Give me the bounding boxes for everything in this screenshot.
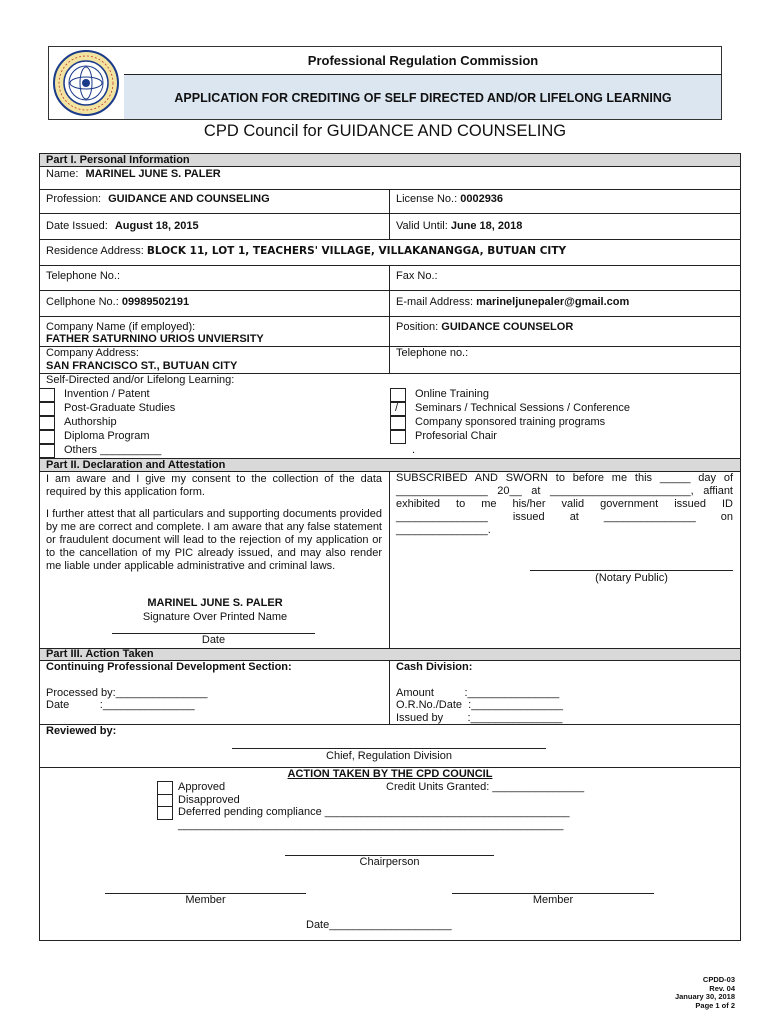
member1-caption: Member	[185, 894, 226, 906]
cellphone-label: Cellphone No.:	[46, 296, 119, 308]
checkbox-invention[interactable]	[39, 388, 55, 402]
commission-title: Professional Regulation Commission	[307, 53, 539, 68]
profession-value[interactable]: GUIDANCE AND COUNSELING	[108, 193, 270, 205]
option-postgrad: Post-Graduate Studies	[64, 402, 176, 414]
residence-label: Residence Address:	[46, 245, 144, 257]
part3-title: Part III. Action Taken	[46, 648, 154, 660]
valid-until-label: Valid Until:	[396, 220, 448, 232]
license-value[interactable]: 0002936	[460, 193, 504, 205]
checkbox-others[interactable]	[39, 444, 55, 458]
company-label: Company Name (if employed):	[46, 321, 196, 333]
reviewed-by-label: Reviewed by:	[46, 725, 117, 737]
residence-value[interactable]: BLOCK 11, LOT 1, TEACHERS' VILLAGE, VILLAKANANGGA, BUTUAN CITY	[146, 245, 567, 257]
company-address-value[interactable]: SAN FRANCISCO ST., BUTUAN CITY	[46, 360, 238, 372]
email-row	[396, 296, 629, 308]
cpd-section-label: Continuing Professional Development Section:	[46, 661, 292, 673]
application-title: APPLICATION FOR CREDITING OF SELF DIRECTED AND/OR LIFELONG LEARNING	[174, 91, 672, 105]
cash-division-label: Cash Division:	[396, 661, 473, 673]
checkbox-diploma[interactable]	[39, 430, 55, 444]
date-caption: Date	[201, 634, 226, 646]
option-invention: Invention / Patent	[64, 388, 150, 400]
chairperson-caption: Chairperson	[359, 856, 420, 868]
residence-row	[40, 245, 566, 257]
consent-paragraph: I am aware and I give my consent to the collection of the data required by this application form.	[46, 473, 382, 498]
checkbox-professorial[interactable]	[390, 430, 406, 444]
seminars-check-mark: /	[395, 402, 399, 414]
processed-by-field[interactable]: Processed by:_______________	[46, 687, 208, 699]
processed-date-field[interactable]: Date :_______________	[46, 699, 195, 711]
checkbox-company-training[interactable]	[390, 416, 406, 430]
name-label: Name:	[46, 168, 79, 180]
date-issued-label: Date Issued:	[46, 220, 108, 232]
prc-seal	[52, 49, 120, 117]
footer-block	[600, 976, 735, 1010]
email-value[interactable]: marineljunepaler@gmail.com	[476, 296, 630, 308]
cellphone-row	[40, 296, 189, 308]
position-row	[396, 321, 573, 333]
profession-row	[40, 193, 270, 205]
notary-caption: (Notary Public)	[595, 572, 668, 584]
cellphone-value[interactable]: 09989502191	[121, 296, 190, 308]
orno-field[interactable]: O.R.No./Date :_______________	[396, 699, 563, 711]
part2-title: Part II. Declaration and Attestation	[46, 459, 226, 471]
option-others: Others __________	[64, 444, 162, 456]
part1-title: Part I. Personal Information	[46, 154, 190, 166]
credit-units-field[interactable]: Credit Units Granted: _______________	[386, 781, 585, 793]
name-value[interactable]: MARINEL JUNE S. PALER	[85, 168, 221, 180]
checkbox-approved[interactable]	[157, 781, 173, 795]
date-issued-value[interactable]: August 18, 2015	[114, 220, 199, 232]
valid-until-value[interactable]: June 18, 2018	[450, 220, 523, 232]
issued-by-field[interactable]: Issued by :_______________	[396, 712, 563, 724]
company-address-label: Company Address:	[46, 347, 139, 359]
member2-caption: Member	[532, 894, 574, 906]
company-value[interactable]: FATHER SATURNINO URIOS UNVIERSITY	[46, 333, 264, 345]
stray-dot: .	[412, 444, 416, 456]
checkbox-online[interactable]	[390, 388, 406, 402]
council-title: CPD Council for GUIDANCE AND COUNSELING	[203, 122, 567, 140]
option-seminars: Seminars / Technical Sessions / Conference	[415, 402, 631, 414]
license-label: License No.:	[396, 193, 458, 205]
form-date: January 30, 2018	[674, 992, 735, 1001]
page-number: Page 1 of 2	[695, 1000, 735, 1010]
option-diploma: Diploma Program	[64, 430, 150, 442]
position-value[interactable]: GUIDANCE COUNSELOR	[441, 321, 574, 333]
sdl-label: Self-Directed and/or Lifelong Learning:	[46, 374, 235, 386]
signer-name: MARINEL JUNE S. PALER	[147, 597, 283, 609]
fax-label: Fax No.:	[396, 270, 438, 282]
telephone-label: Telephone No.:	[46, 270, 120, 282]
license-row	[396, 193, 503, 205]
checkbox-postgrad[interactable]	[39, 402, 55, 416]
amount-field[interactable]: Amount :_______________	[396, 687, 560, 699]
prc-seal-icon	[52, 49, 120, 117]
chief-caption: Chief, Regulation Division	[326, 750, 452, 762]
date-issued-row	[40, 220, 199, 232]
checkbox-deferred[interactable]	[157, 806, 173, 820]
option-authorship: Authorship	[64, 416, 117, 428]
approved-label: Approved	[178, 781, 226, 793]
option-company-training: Company sponsored training programs	[415, 416, 606, 428]
attestation-paragraph: I further attest that all particulars and supporting documents provided by me are correct and complete. I am aware that any false statement or fraudulent document will lead to the rejection of my application or to the cancellation of my PIC already issued, and may also render me liable under applicable administrative and criminal laws.	[46, 508, 382, 572]
form-rev: Rev. 04	[709, 983, 735, 993]
email-label: E-mail Address:	[396, 296, 474, 308]
option-online: Online Training	[415, 388, 489, 400]
final-date-field[interactable]: Date____________________	[306, 919, 452, 931]
checkbox-authorship[interactable]	[39, 416, 55, 430]
signature-caption: Signature Over Printed Name	[142, 611, 288, 623]
form-code: CPDD-03	[702, 975, 735, 984]
deferred-continuation[interactable]: _______________________________________________________________	[178, 819, 564, 831]
position-label: Position:	[396, 321, 439, 333]
valid-until-row	[396, 220, 522, 232]
sworn-statement: SUBSCRIBED AND SWORN to before me this _____ day of _______________ 20__ at _______________________, affiant exhibited to me his/her valid government issued ID _______________ issued at _______________ on _______________.	[396, 472, 733, 536]
company-tel-label: Telephone no.:	[396, 347, 469, 359]
checkbox-seminars[interactable]	[390, 402, 406, 416]
option-professorial: Profesorial Chair	[415, 430, 497, 442]
disapproved-label: Disapproved	[178, 794, 240, 806]
name-row	[40, 168, 221, 180]
profession-label: Profession:	[46, 193, 102, 205]
deferred-field[interactable]: Deferred pending compliance ________________________________________	[178, 806, 570, 818]
council-action-title: ACTION TAKEN BY THE CPD COUNCIL	[287, 768, 493, 780]
